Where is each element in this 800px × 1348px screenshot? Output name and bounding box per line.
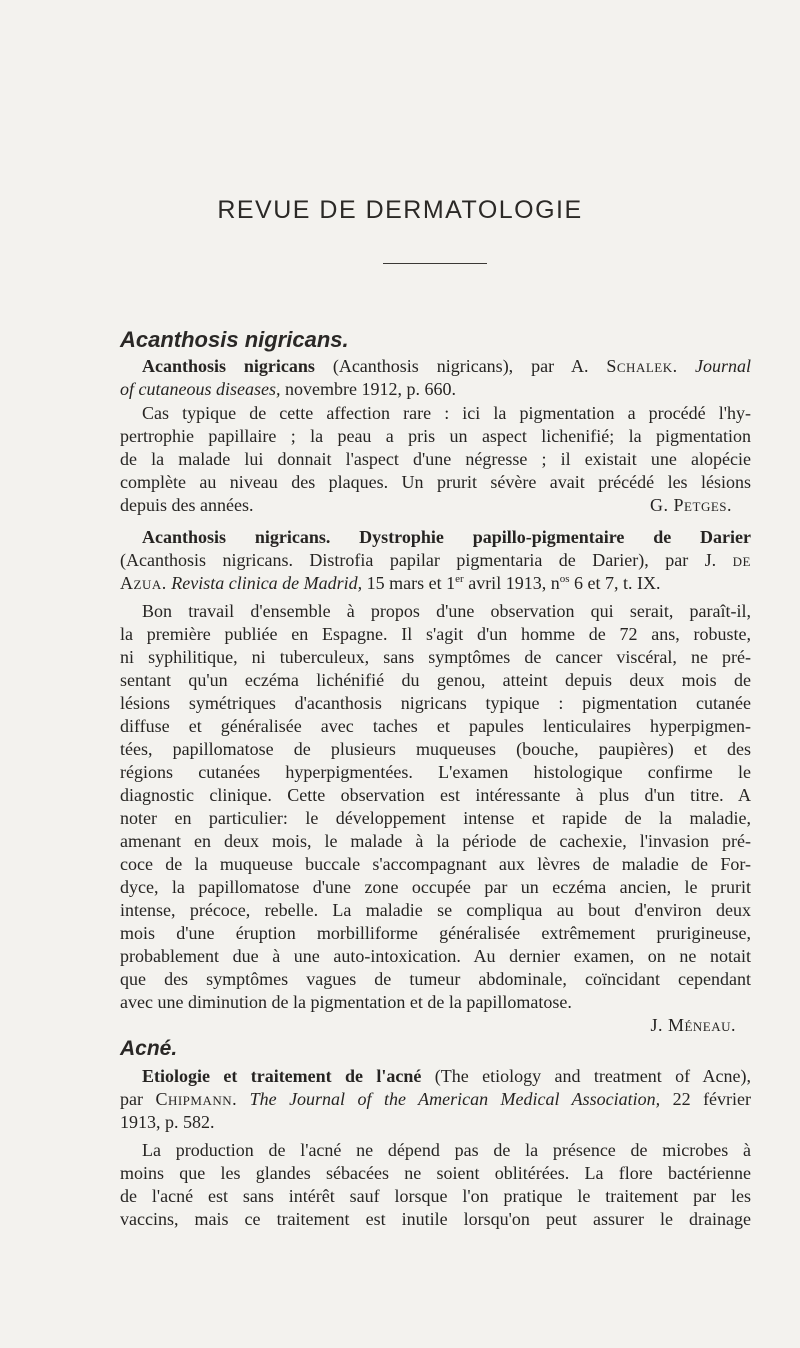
body-line: vaccins, mais ce traitement est inutile lorsqu'on peut assurer le drainage [120, 1209, 751, 1229]
article-signature: G. Petges. [650, 495, 732, 515]
body-line: mois d'une éruption morbilliforme généralisée extrêmement prurigineuse, [120, 923, 751, 943]
body-line: amenant en deux mois, le malade à la période de cachexie, l'invasion pré- [120, 831, 751, 851]
body-line: tées, papillomatose de plusieurs muqueuses (bouche, paupières) et des [120, 739, 751, 759]
author-name: Chipmann. [155, 1089, 238, 1109]
body-line: diagnostic clinique. Cette observation est intéressante à plus d'un titre. A [120, 785, 751, 805]
page-title: REVUE DE DERMATOLOGIE [217, 196, 583, 224]
article-header-line: Etiologie et traitement de l'acné (The etiology and treatment of Acne), [142, 1066, 751, 1086]
section-heading: Acanthosis nigricans. [120, 327, 349, 352]
article-title: Acanthosis nigricans [142, 356, 315, 376]
title-divider [383, 263, 487, 264]
article-header-line [142, 526, 751, 549]
body-line: intense, précoce, rebelle. La maladie se compliqua au bout d'environ deux [120, 900, 751, 920]
body-line: moins que les glandes sébacées ne soient oblitérées. La flore bactérienne [120, 1163, 751, 1183]
body-line: coce de la muqueuse buccale s'accompagnant aux lèvres de maladie de For- [120, 854, 751, 874]
article-header-line: par Chipmann. The Journal of the American Medical Association, 22 février [120, 1089, 751, 1109]
body-line: de l'acné est sans intérêt sauf lorsque l'on pratique le traitement par les [120, 1186, 751, 1206]
article-header-line: 1913, p. 582. [120, 1112, 215, 1132]
body-line: sentant qu'un eczéma lichénifié du genou, atteint depuis deux mois de [120, 670, 751, 690]
body-line: ni syphilitique, ni tuberculeux, sans symptômes de cancer viscéral, ne pré- [120, 647, 751, 667]
body-line: de la malade lui donnait l'aspect d'une négresse ; il existait une alopécie [120, 449, 751, 469]
article-header-line: (Acanthosis nigricans. Distrofia papilar pigmentaria de Darier), par J. de [120, 550, 751, 570]
body-line: probablement due à une auto-intoxication. Au dernier examen, on ne notait [120, 946, 751, 966]
article-header-line: Acanthosis nigricans (Acanthosis nigricans), par A. Schalek. Journal [142, 356, 751, 376]
body-line: Cas typique de cette affection rare : ici la pigmentation a procédé l'hy- [142, 403, 751, 423]
body-line: lésions symétriques d'acanthosis nigricans typique : pigmentation cutanée [120, 693, 751, 713]
body-line: diffuse et généralisée avec taches et papules lenticulaires hyperpigmen- [120, 716, 751, 736]
body-line: que des symptômes vagues de tumeur abdominale, coïncidant cependant [120, 969, 751, 989]
article-title: Acanthosis nigricans. Dystrophie papillo-pigmentaire de Darier [142, 527, 751, 547]
journal-name: Revista clinica de Madrid, [171, 573, 363, 593]
body-line: la première publiée en Espagne. Il s'agit d'un homme de 72 ans, robuste, [120, 624, 751, 644]
body-line: avec une diminution de la pigmentation et de la papillomatose. [120, 992, 572, 1012]
body-line: Bon travail d'ensemble à propos d'une observation qui serait, paraît-il, [142, 601, 751, 621]
author-name: Azua. [120, 573, 167, 593]
body-line: noter en particulier: le développement intense et rapide de la maladie, [120, 808, 751, 828]
body-line: La production de l'acné ne dépend pas de la présence de microbes à [142, 1140, 751, 1160]
body-line: pertrophie papillaire ; la peau a pris un aspect lichenifié; la pigmentation [120, 426, 751, 446]
body-line: régions cutanées hyperpigmentées. L'examen histologique confirme le [120, 762, 751, 782]
body-line: dyce, la papillomatose d'une zone occupée par un eczéma ancien, le prurit [120, 877, 751, 897]
article-title: Etiologie et traitement de l'acné [142, 1066, 422, 1086]
journal-name: Journal [695, 356, 751, 376]
article-header-line: Azua. Revista clinica de Madrid, 15 mars et 1er avril 1913, $n^{os}$ 6 et 7, t. IX. [120, 573, 661, 593]
article-header-line: of cutaneous diseases, novembre 1912, p. 660. [120, 379, 456, 399]
journal-name: The Journal of the American Medical Association, [249, 1089, 661, 1109]
article-signature: J. Méneau. [650, 1015, 736, 1035]
body-line: complète au niveau des plaques. Un prurit sévère avait précédé les lésions [120, 472, 751, 492]
author-name: Schalek [606, 356, 673, 376]
body-line: depuis des années. [120, 495, 254, 515]
section-heading: Acné. [120, 1037, 178, 1060]
